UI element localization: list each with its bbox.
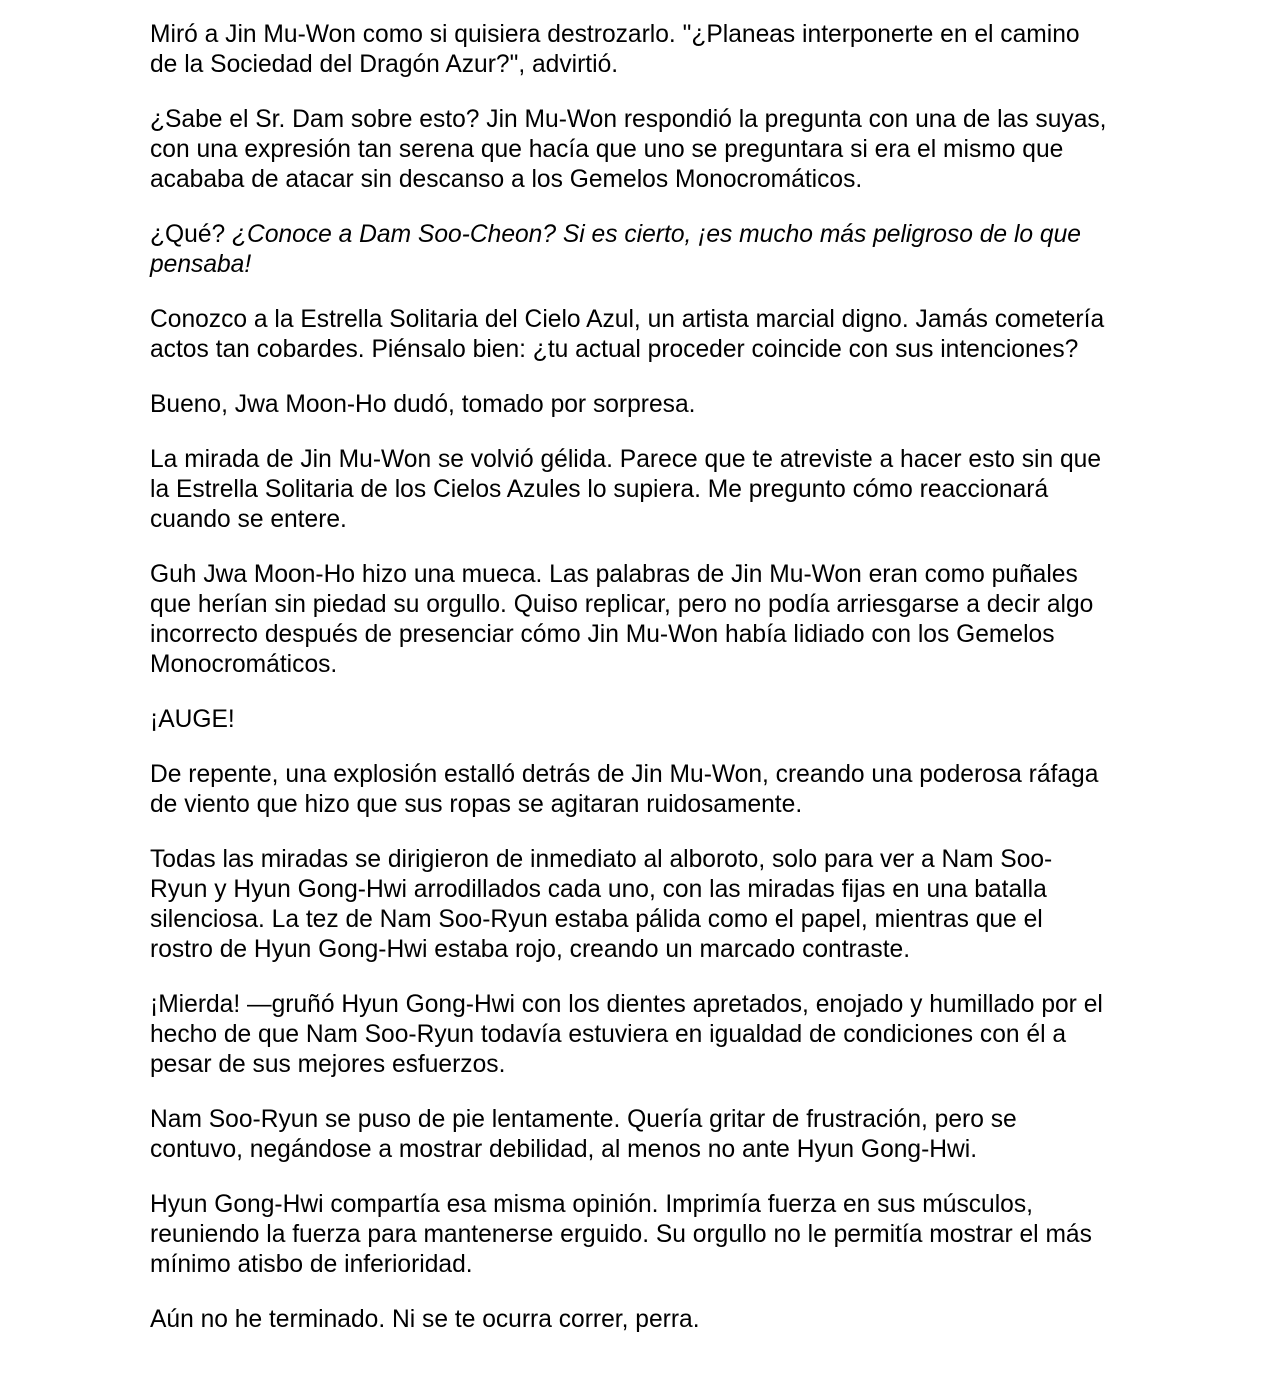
paragraph-5: Bueno, Jwa Moon-Ho dudó, tomado por sorpresa. — [150, 391, 696, 418]
paragraph-9: De repente, una explosión estalló detrás de Jin Mu-Won, creando una poderosa ráfaga de viento que hizo que sus ropas se agitaran ruidosamente. — [150, 761, 1099, 818]
paragraph-7: Guh Jwa Moon-Ho hizo una mueca. Las palabras de Jin Mu-Won eran como puñales que herían sin piedad su orgullo. Quiso replicar, pero no podía arriesgarse a decir algo incorrecto después de presenciar cómo Jin Mu-Won había lidiado con los Gemelos Monocromáticos. — [150, 561, 1094, 678]
paragraph-1: Miró a Jin Mu-Won como si quisiera destrozarlo. "¿Planeas interponerte en el camino de la Sociedad del Dragón Azur?", advirtió. — [150, 21, 1080, 78]
paragraph-4: Conozco a la Estrella Solitaria del Cielo Azul, un artista marcial digno. Jamás cometería actos tan cobardes. Piénsalo bien: ¿tu actual proceder coincide con sus intenciones? — [150, 306, 1105, 363]
paragraph-3 — [150, 220, 1140, 280]
paragraph-14: Aún no he terminado. Ni se te ocurra correr, perra. — [150, 1306, 700, 1333]
paragraph-2: ¿Sabe el Sr. Dam sobre esto? Jin Mu-Won respondió la pregunta con una de las suyas, con una expresión tan serena que hacía que uno se preguntara si era el mismo que acababa de atacar sin descanso a los Gemelos Monocromáticos. — [150, 106, 1107, 193]
paragraph-6: La mirada de Jin Mu-Won se volvió gélida. Parece que te atreviste a hacer esto sin que la Estrella Solitaria de los Cielos Azules lo supiera. Me pregunto cómo reaccionará cuando se entere. — [150, 446, 1102, 533]
paragraph-13: Hyun Gong-Hwi compartía esa misma opinión. Imprimía fuerza en sus músculos, reuniendo la fuerza para mantenerse erguido. Su orgullo no le permitía mostrar el más mínimo atisbo de inferioridad. — [150, 1191, 1092, 1278]
paragraph-11: ¡Mierda! —gruñó Hyun Gong-Hwi con los dientes apretados, enojado y humillado por el hecho de que Nam Soo-Ryun todavía estuviera en igualdad de condiciones con él a pesar de sus mejores esfuerzos. — [150, 991, 1103, 1078]
paragraph-8: ¡AUGE! — [150, 706, 235, 733]
paragraph-12: Nam Soo-Ryun se puso de pie lentamente. Quería gritar de frustración, pero se contuvo, negándose a mostrar debilidad, al menos no ante Hyun Gong-Hwi. — [150, 1106, 1017, 1163]
paragraph-10: Todas las miradas se dirigieron de inmediato al alboroto, solo para ver a Nam Soo- Ryun y Hyun Gong-Hwi arrodillados cada uno, con las miradas fijas en una batalla silenciosa. La tez de Nam Soo-Ryun estaba pálida como el papel, mientras que el rostro de Hyun Gong-Hwi estaba rojo, creando un marcado contraste. — [150, 846, 1053, 963]
paragraph-3-italic: ¿Conoce a Dam Soo-Cheon? Si es cierto, ¡es mucho más peligroso de lo que pensaba! — [150, 221, 1081, 278]
document-page — [150, 20, 1140, 1360]
paragraph-3-plain: ¿Qué? — [150, 221, 233, 248]
